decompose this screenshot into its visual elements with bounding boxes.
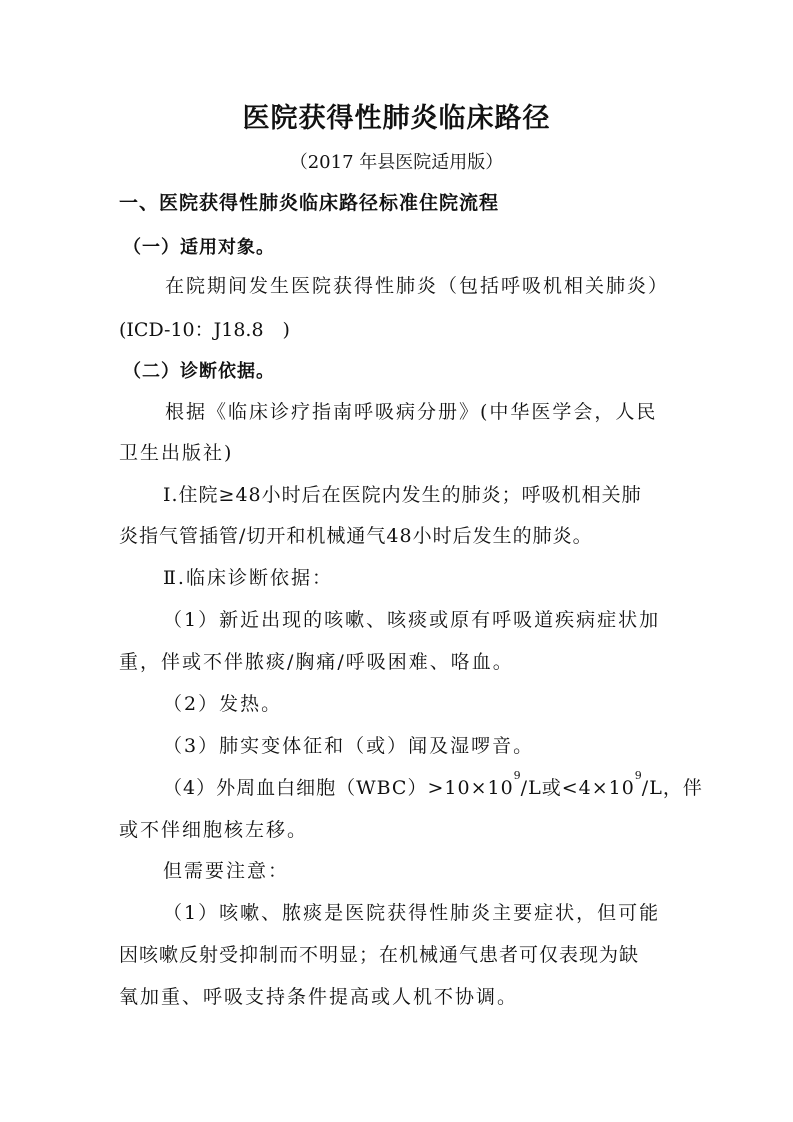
- subsection-heading-applicable: （一）适用对象。: [123, 237, 275, 258]
- text-run: /L或<4×10: [520, 777, 635, 799]
- text-run: /L，伴: [641, 777, 703, 799]
- list-item: （1）新近出现的咳嗽、咳痰或原有呼吸道疾病症状加: [163, 609, 661, 631]
- superscript: 9: [513, 769, 521, 782]
- subsection-heading-diagnosis: （二）诊断依据。: [123, 361, 275, 382]
- paragraph-line: 根据《临床诊疗指南呼吸病分册》(中华医学会，人民: [165, 401, 658, 423]
- list-item: 因咳嗽反射受抑制而不明显；在机械通气患者可仅表现为缺: [119, 944, 640, 966]
- list-item: 重，伴或不伴脓痰/胸痛/呼吸困难、咯血。: [119, 651, 514, 673]
- document-title: 医院获得性肺炎临床路径: [242, 103, 551, 134]
- list-item: （2）发热。: [163, 693, 283, 715]
- paragraph-line: (ICD-10：J18.8 ): [119, 319, 290, 341]
- list-item: 氧加重、呼吸支持条件提高或人机不协调。: [119, 986, 519, 1008]
- paragraph-line: Ⅰ.住院≥48小时后在医院内发生的肺炎；呼吸机相关肺: [163, 484, 642, 506]
- paragraph-line: Ⅱ.临床诊断依据：: [163, 567, 333, 589]
- superscript: 9: [634, 769, 642, 782]
- list-item: [163, 769, 703, 800]
- paragraph-line: 卫生出版社): [119, 442, 234, 464]
- list-item: （1）咳嗽、脓痰是医院获得性肺炎主要症状，但可能: [163, 902, 661, 924]
- section-heading-1: 一、医院获得性肺炎临床路径标准住院流程: [119, 192, 500, 214]
- paragraph-line: 在院期间发生医院获得性肺炎（包括呼吸机相关肺炎）: [165, 275, 670, 297]
- list-item: 或不伴细胞核左移。: [119, 819, 309, 841]
- document-subtitle: （2017 年县医院适用版）: [289, 152, 504, 173]
- paragraph-line: 但需要注意：: [163, 860, 290, 882]
- list-item: （3）肺实变体征和（或）闻及湿啰音。: [163, 735, 535, 757]
- text-run: （4）外周血白细胞（WBC）>10×10: [163, 777, 514, 799]
- paragraph-line: 炎指气管插管/切开和机械通气48小时后发生的肺炎。: [119, 525, 593, 547]
